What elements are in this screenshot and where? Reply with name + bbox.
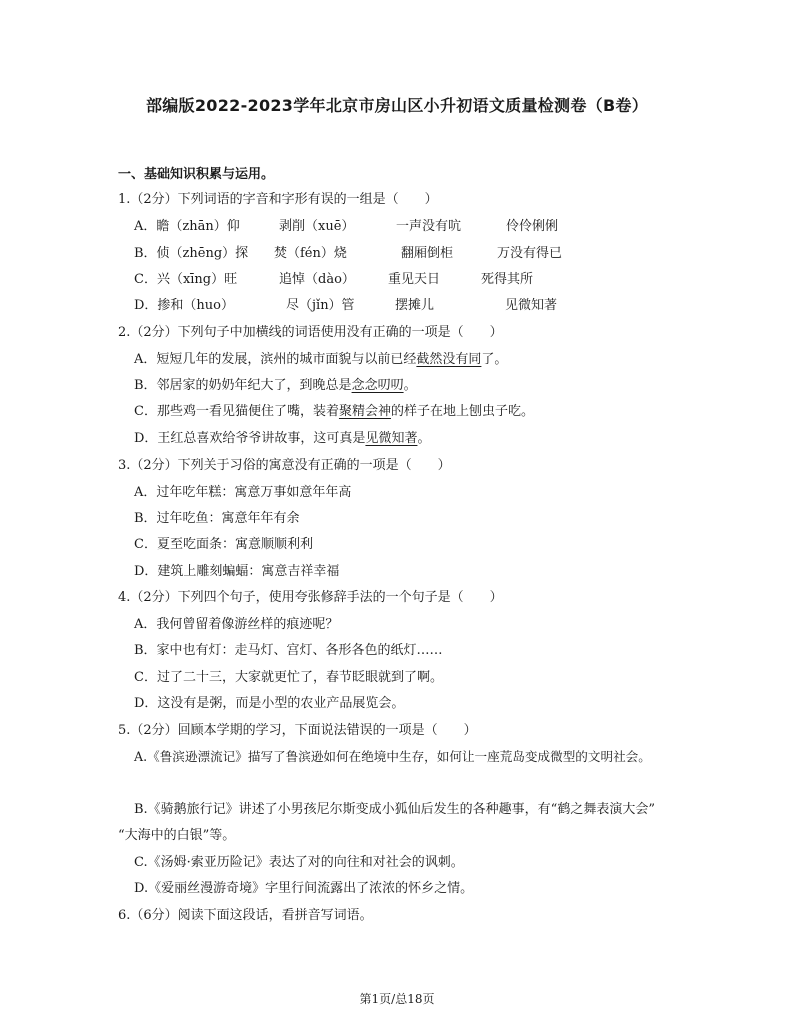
- question-2-option-a: [134, 352, 507, 368]
- question-5-option-c: C.《汤姆·索亚历险记》表达了对的向往和对社会的讽刺。: [134, 855, 464, 870]
- q2-b-end: 。: [403, 378, 417, 393]
- question-4-option-a: A．我何曾留着像游丝样的痕迹呢？: [134, 617, 339, 632]
- question-5-option-a: A.《鲁滨逊漂流记》描写了鲁滨逊如何在绝境中生存，如何让一座荒岛变成微型的文明社会。: [134, 749, 651, 764]
- question-3-option-a: A．过年吃年糕：寓意万事如意年年高: [134, 485, 352, 500]
- question-4-stem: 4.（2分）下列四个句子，使用夸张修辞手法的一个句子是（ ）: [118, 590, 503, 605]
- q1-b-word-3: 翻厢倒柜: [401, 246, 454, 261]
- question-3-option-c: C．夏至吃面条：寓意顺顺利利: [134, 537, 313, 552]
- question-4-option-d: D．这没有是粥，而是小型的农业产品展览会。: [134, 696, 405, 711]
- q1-a-word-4: 伶伶俐俐: [506, 219, 559, 234]
- q2-d-text: D．王红总喜欢给爷爷讲故事，这可真是: [134, 431, 366, 446]
- q1-b-word-4: 万没有得已: [497, 246, 563, 261]
- section-heading: 一、基础知识积累与运用。: [118, 167, 275, 182]
- question-2-option-d: [134, 431, 430, 447]
- question-6-stem: 6.（6分）阅读下面这段话，看拼音写词语。: [118, 908, 373, 923]
- q1-a-word-3: 一声没有吭: [396, 219, 462, 234]
- q2-b-text: B．邻居家的奶奶年纪大了，到晚总是: [134, 378, 352, 393]
- q2-a-end: 了。: [481, 352, 508, 367]
- q2-c-end: 的样子在地上刨虫子吃。: [390, 404, 534, 419]
- q1-c-word-1: C．兴（xīng）旺: [134, 272, 238, 287]
- question-1-stem: 1.（2分）下列词语的字音和字形有误的一组是（ ）: [118, 192, 438, 207]
- question-5-option-d: D.《爱丽丝漫游奇境》字里行间流露出了浓浓的怀乡之情。: [134, 881, 474, 896]
- question-4-option-b: B．家中也有灯：走马灯、宫灯、各形各色的纸灯……: [134, 643, 443, 658]
- question-5-option-b-line-2: “大海中的白银”等。: [118, 828, 236, 843]
- question-3-option-d: D．建筑上雕刻蝙蝠：寓意吉祥幸福: [134, 564, 340, 579]
- q2-c-text: C．那些鸡一看见猫便住了嘴，装着: [134, 404, 339, 419]
- q1-d-word-4: 见微知著: [505, 298, 558, 313]
- q1-a-word-2: 剥削（xuē）: [279, 219, 355, 234]
- page-footer: 第1页/总18页: [359, 992, 435, 1006]
- q2-a-underlined: 截然没有同: [416, 352, 482, 367]
- q2-d-end: 。: [417, 431, 431, 446]
- document-title: 部编版2022-2023学年北京市房山区小升初语文质量检测卷（B卷）: [145, 96, 649, 115]
- q2-c-underlined: 聚精会神: [338, 404, 391, 419]
- question-3-option-b: B．过年吃鱼：寓意年年有余: [134, 511, 300, 526]
- q1-d-word-2: 尽（jǐn）管: [286, 298, 355, 313]
- q2-a-text: A．短短几年的发展，滨州的城市面貌与以前已经: [134, 352, 417, 367]
- q2-d-underlined: 见微知著: [365, 431, 418, 446]
- q1-c-word-2: 追悼（dào）: [279, 272, 355, 287]
- q1-a-word-1: A．瞻（zhān）仰: [134, 219, 240, 234]
- q1-b-word-2: 焚（fén）烧: [274, 246, 347, 261]
- question-3-stem: 3.（2分）下列关于习俗的寓意没有正确的一项是（ ）: [118, 458, 451, 473]
- q1-c-word-3: 重见天日: [388, 272, 441, 287]
- q1-d-word-3: 摆摊儿: [395, 298, 435, 313]
- question-5-stem: 5.（2分）回顾本学期的学习，下面说法错误的一项是（ ）: [118, 723, 477, 738]
- q1-d-word-1: D．掺和（huo）: [134, 298, 234, 313]
- q2-b-underlined: 念念叨叨: [351, 378, 404, 393]
- question-5-option-b-line-1: B.《骑鹅旅行记》讲述了小男孩尼尔斯变成小狐仙后发生的各种趣事，有“鹤之舞表演大会”: [134, 802, 655, 817]
- q1-b-word-1: B．侦（zhēng）探: [134, 246, 249, 261]
- question-2-stem: 2.（2分）下列句子中加横线的词语使用没有正确的一项是（ ）: [118, 325, 503, 340]
- question-2-option-c: [134, 404, 534, 420]
- q1-c-word-4: 死得其所: [481, 272, 534, 287]
- question-2-option-b: [134, 378, 417, 394]
- question-4-option-c: C．过了二十三，大家就更忙了，春节眨眼就到了啊。: [134, 670, 443, 685]
